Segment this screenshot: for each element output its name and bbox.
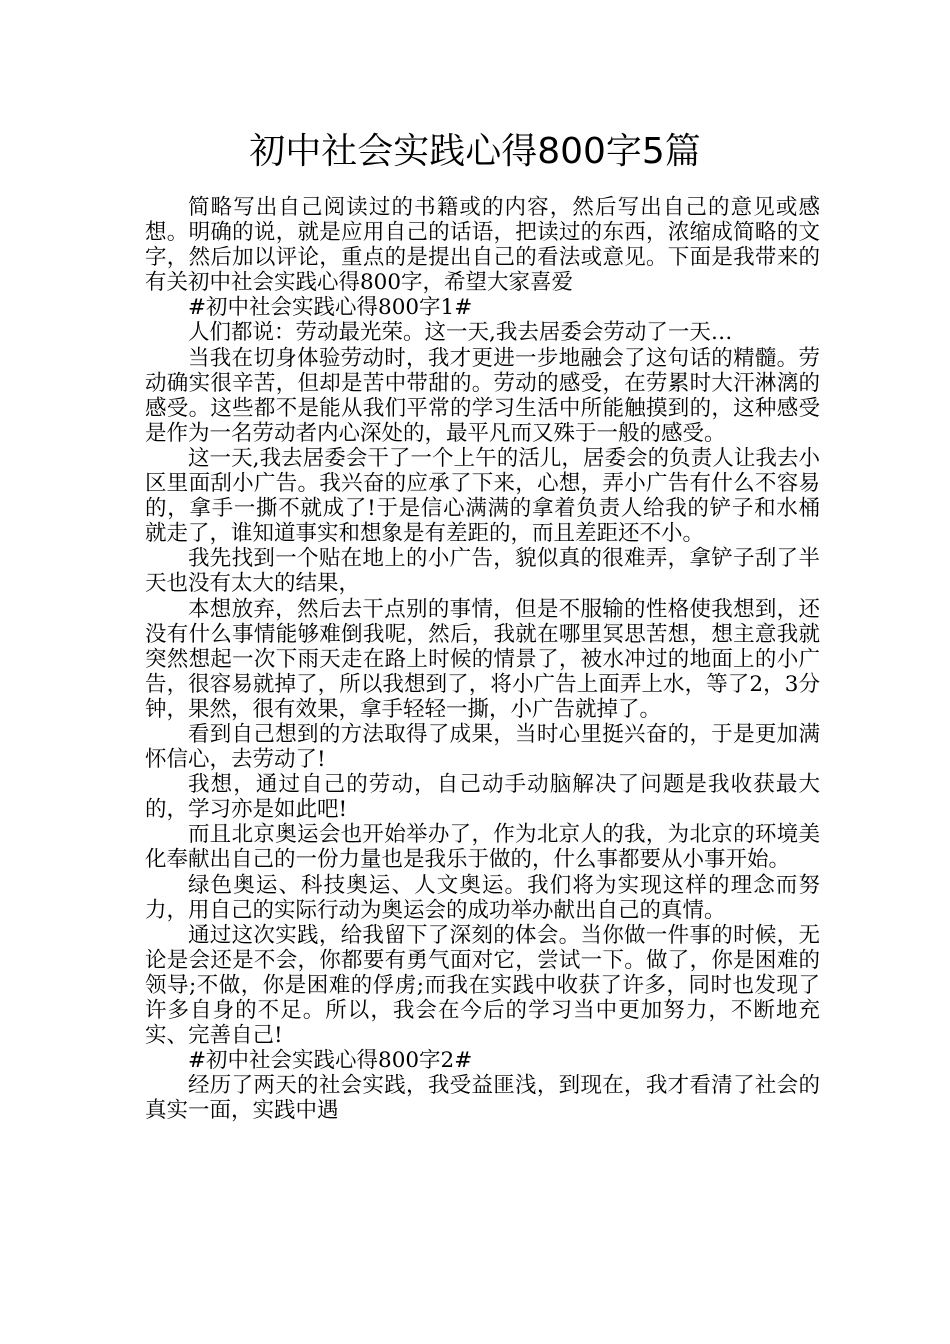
- paragraph: 看到自己想到的方法取得了成果，当时心里挺兴奋的，于是更加满怀信心，去劳动了!: [145, 721, 820, 773]
- document-title: 初中社会实践心得800字5篇: [249, 131, 701, 172]
- paragraph: 而且北京奥运会也开始举办了，作为北京人的我，为北京的环境美化奉献出自己的一份力量也是我乐于做的，什么事都要从小事开始。: [145, 822, 820, 873]
- paragraph: 简略写出自己阅读过的书籍或的内容，然后写出自己的意见或感想。明确的说，就是应用自己的话语，把读过的东西，浓缩成简略的文字，然后加以评论，重点的是提出自己的看法或意见。下面是我带来的有关初中社会实践心得800字，希望大家喜爱: [145, 195, 820, 296]
- paragraph: 这一天,我去居委会干了一个上午的活儿，居委会的负责人让我去小区里面刮小广告。我兴奋的应承了下来，心想，弄小广告有什么不容易的，拿手一撕不就成了!于是信心满满的拿着负责人给我的铲子和水桶就走了，谁知道事实和想象是有差距的，而且差距还不小。: [145, 445, 820, 547]
- paragraph: 我想，通过自己的劳动，自己动手动脑解决了问题是我收获最大的，学习亦是如此吧!: [145, 772, 820, 823]
- document-body: [145, 195, 820, 1123]
- section-heading: #初中社会实践心得800字2#: [188, 1048, 473, 1074]
- paragraph: 我先找到一个贴在地上的小广告，貌似真的很难弄，拿铲子刮了半天也没有太大的结果，: [145, 546, 820, 597]
- paragraph: 经历了两天的社会实践，我受益匪浅，到现在，我才看清了社会的真实一面，实践中遇: [145, 1073, 820, 1124]
- section-heading: #初中社会实践心得800字1#: [188, 295, 473, 321]
- paragraph: 当我在切身体验劳动时，我才更进一步地融会了这句话的精髓。劳动确实很辛苦，但却是苦中带甜的。劳动的感受，在劳累时大汗淋漓的感受。这些都不是能从我们平常的学习生活中所能触摸到的，这种感受是作为一名劳动者内心深处的，最平凡而又殊于一般的感受。: [145, 345, 820, 446]
- paragraph: 人们都说：劳动最光荣。这一天,我去居委会劳动了一天…: [188, 320, 733, 346]
- paragraph: 绿色奥运、科技奥运、人文奥运。我们将为实现这样的理念而努力，用自己的实际行动为奥运会的成功举办献出自己的真情。: [145, 872, 820, 923]
- paragraph: 通过这次实践，给我留下了深刻的体会。当你做一件事的时候，无论是会还是不会，你都要有勇气面对它，尝试一下。做了，你是困难的领导;不做，你是困难的俘虏;而我在实践中收获了许多，同时也发现了许多自身的不足。所以，我会在今后的学习当中更加努力，不断地充实、完善自己!: [145, 922, 820, 1049]
- paragraph: 本想放弃，然后去干点别的事情，但是不服输的性格使我想到，还没有什么事情能够难倒我呢，然后，我就在哪里冥思苦想，想主意我就突然想起一次下雨天走在路上时候的情景了，被水冲过的地面上的小广告，很容易就掉了，所以我想到了，将小广告上面弄上水，等了2，3分钟，果然，很有效果，拿手轻轻一撕，小广告就掉了。: [145, 596, 820, 722]
